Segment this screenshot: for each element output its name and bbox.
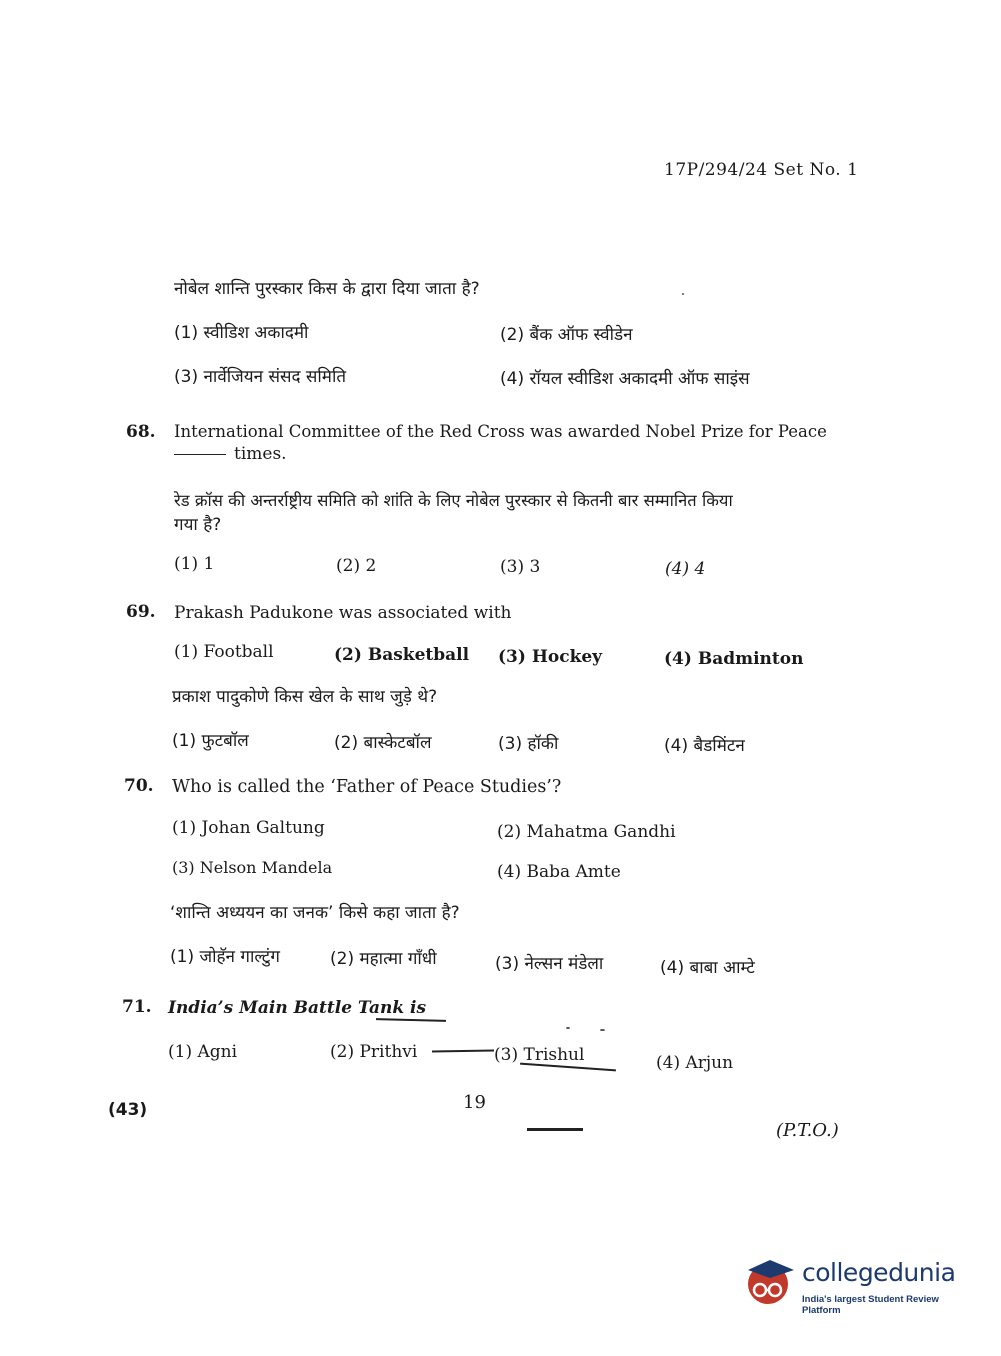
q69-hindi-option-1: (1) फुटबॉल	[172, 731, 249, 751]
q68-option-3: (3) 3	[500, 557, 541, 577]
q70-hindi-option-3: (3) नेल्सन मंडेला	[495, 954, 604, 974]
q67-hindi-text: नोबेल शान्ति पुरस्कार किस के द्वारा दिया जाता है?	[174, 279, 480, 299]
q68-option-2: (2) 2	[336, 556, 377, 576]
q67-option-2: (2) बैंक ऑफ स्वीडेन	[500, 325, 633, 345]
pto-label: (P.T.O.)	[776, 1120, 839, 1141]
q69-hindi-text: प्रकाश पादुकोणे किस खेल के साथ जुड़े थे?	[172, 687, 438, 707]
q68-hindi-line2: गया है?	[174, 515, 222, 535]
q68-number: 68.	[126, 422, 156, 442]
q68-english-line1: International Committee of the Red Cross was awarded Nobel Prize for Peace	[174, 422, 827, 441]
q70-number: 70.	[124, 776, 154, 796]
q69-hindi-option-3: (3) हॉकी	[498, 734, 559, 754]
scan-dot	[566, 1027, 570, 1029]
q67-option-3: (3) नार्वेजियन संसद समिति	[174, 367, 347, 387]
scan-dot	[600, 1029, 605, 1031]
q70-english-text: Who is called the ‘Father of Peace Studies’?	[172, 777, 562, 797]
logo-tagline: India's largest Student Review Platform	[802, 1294, 939, 1316]
q67-option-1: (1) स्वीडिश अकादमी	[174, 323, 309, 343]
q69-option-4: (4) Badminton	[664, 649, 804, 669]
q68-hindi-line1: रेड क्रॉस की अन्तर्राष्ट्रीय समिति को शांति के लिए नोबेल पुरस्कार से कितनी बार सम्मानित किया	[174, 491, 733, 510]
q68-english-line2: times.	[174, 444, 287, 464]
footer-code: (43)	[108, 1100, 148, 1120]
q69-option-2: (2) Basketball	[334, 645, 470, 665]
q69-english-text: Prakash Padukone was associated with	[174, 603, 512, 623]
scan-stroke	[432, 1049, 494, 1052]
q68-option-1: (1) 1	[174, 554, 215, 574]
mascot-icon	[742, 1254, 798, 1310]
q70-hindi-option-4: (4) बाबा आम्टे	[660, 958, 755, 978]
q70-hindi-text: ‘शान्ति अध्ययन का जनक’ किसे कहा जाता है?	[170, 903, 460, 923]
logo-wordmark: collegedunia	[802, 1258, 956, 1287]
q71-option-2: (2) Prithvi	[330, 1042, 418, 1062]
q70-option-1: (1) Johan Galtung	[172, 818, 325, 838]
q70-hindi-option-2: (2) महात्मा गाँधी	[330, 949, 437, 969]
q71-english-text: India’s Main Battle Tank is	[168, 998, 427, 1018]
page-number: 19	[463, 1092, 486, 1113]
scan-stroke	[376, 1018, 446, 1022]
scan-stroke	[527, 1128, 583, 1131]
q70-option-3: (3) Nelson Mandela	[172, 858, 333, 877]
q71-number: 71.	[122, 997, 152, 1017]
q70-option-4: (4) Baba Amte	[497, 862, 621, 882]
q71-option-3: (3) Trishul	[494, 1045, 585, 1065]
collegedunia-logo	[742, 1254, 972, 1314]
q70-option-2: (2) Mahatma Gandhi	[497, 822, 676, 842]
q71-option-1: (1) Agni	[168, 1042, 238, 1062]
q67-option-4: (4) रॉयल स्वीडिश अकादमी ऑफ साइंस	[500, 369, 750, 389]
q69-option-3: (3) Hockey	[498, 647, 603, 667]
scan-dot	[682, 293, 684, 295]
answer-blank	[174, 454, 226, 455]
q71-option-4: (4) Arjun	[656, 1053, 734, 1073]
paper-code: 17P/294/24 Set No. 1	[664, 160, 859, 180]
q69-hindi-option-4: (4) बैडमिंटन	[664, 736, 745, 756]
q69-option-1: (1) Football	[174, 642, 274, 662]
q70-hindi-option-1: (1) जोहॅन गाल्टुंग	[170, 947, 280, 967]
q68-option-4: (4) 4	[665, 559, 706, 579]
q69-number: 69.	[126, 602, 156, 622]
q69-hindi-option-2: (2) बास्केटबॉल	[334, 733, 432, 753]
